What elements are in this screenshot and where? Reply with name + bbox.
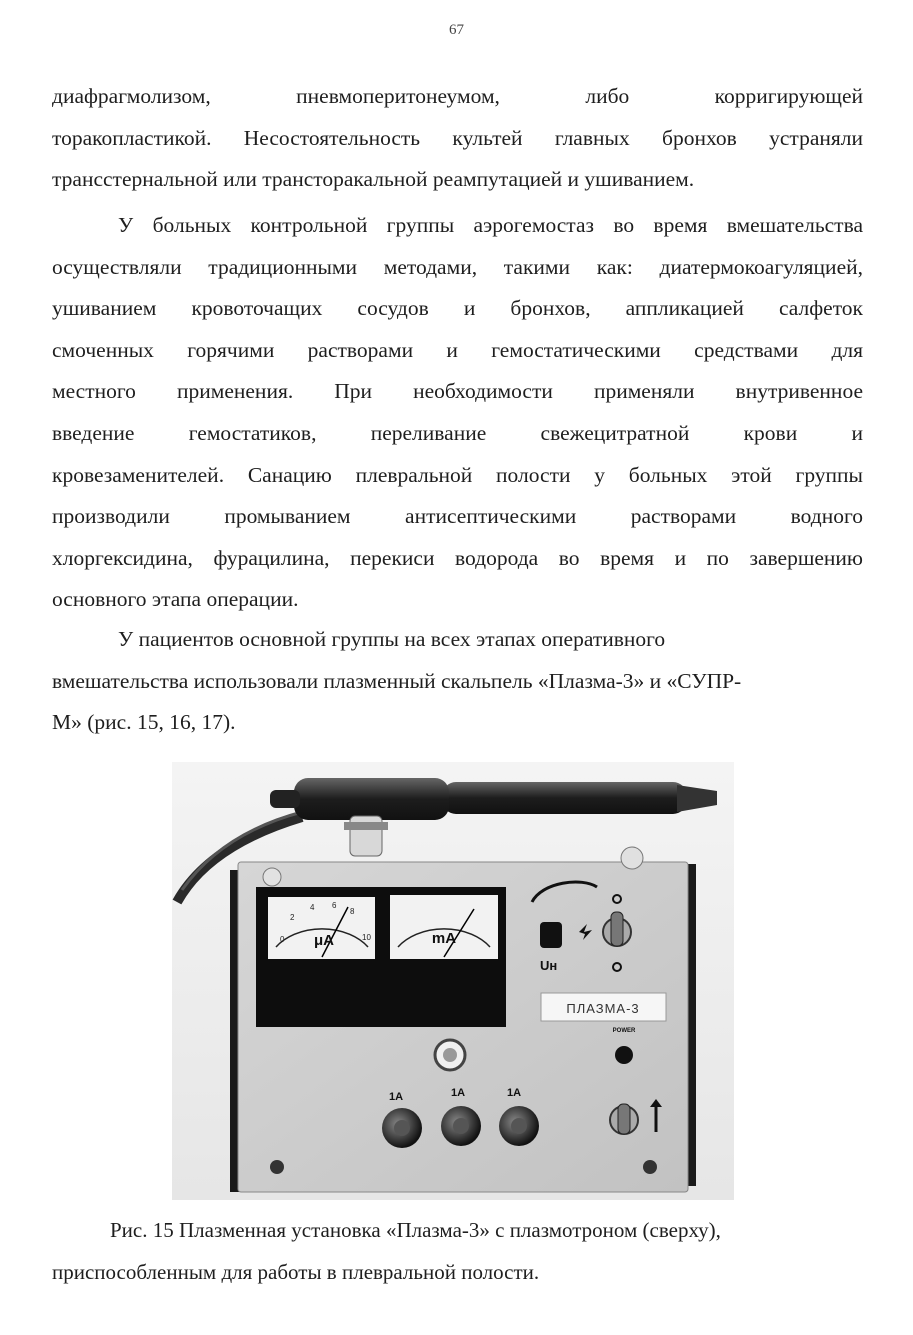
meter-tick: 6 [332,901,337,910]
text-line: кровезаменителей. Санацию плевральной полости у больных этой группы [52,462,863,487]
text-line: трансстернальной или трансторакальной реампутацией и ушиванием. [52,167,695,192]
power-label: POWER [612,1028,636,1034]
fuse-label: 1A [388,1091,404,1103]
text-line: введение гемостатиков, переливание свежецитратной крови и [52,420,863,445]
paragraph-1 [52,76,863,201]
text-line: торакопластикой. Несостоятельность культей главных бронхов устраняли [52,125,863,150]
caption-line: Рис. 15 Плазменная установка «Плазма-3» с плазмотроном (сверху), [110,1218,721,1242]
meter-tick: 2 [290,913,295,922]
meter-left-unit: μA [313,932,335,949]
text-line: хлоргексидина, фурацилина, перекиси водорода во время и по завершению [52,545,863,570]
figure-caption [52,1210,863,1293]
text-line: смоченных горячими растворами и гемостатическими средствами для [52,337,863,362]
meter-tick: 10 [362,933,371,942]
fuse-label: 1A [450,1087,466,1099]
text-line: осуществляли традиционными методами, такими как: диатермокоагуляцией, [52,254,863,279]
fuse-label: 1A [506,1087,522,1099]
text-line: производили промыванием антисептическими растворами водного [52,504,863,529]
text-line: основного этапа операции. [52,587,299,612]
meter-tick: 4 [310,903,315,912]
voltage-label: Uн [540,958,558,973]
paragraph-3 [52,619,863,744]
text-line: У пациентов основной группы на всех этапах оперативного [118,627,666,651]
meter-tick: 8 [350,907,355,916]
text-line: местного применения. При необходимости применяли внутривенное [52,379,863,404]
text-line: М» (рис. 15, 16, 17). [52,710,236,735]
text-line: диафрагмолизом, пневмоперитонеумом, либо корригирующей [52,84,863,108]
text-line: вмешательства использовали плазменный скальпель «Плазма-3» и «СУПР- [52,668,742,693]
device-name-plate: ПЛАЗМА-3 [566,1001,640,1016]
text-line: У больных контрольной группы аэрогемостаз во время вмешательства [118,213,863,237]
page-number: 67 [449,22,464,38]
meter-right-unit: mA [431,930,457,947]
meter-tick: 0 [280,935,285,944]
text-line: ушиванием кровоточащих сосудов и бронхов, аппликацией салфеток [52,296,863,321]
figure-plasma-device [172,762,734,1200]
paragraph-2 [52,205,863,621]
caption-line: приспособленным для работы в плевральной полости. [52,1259,540,1284]
